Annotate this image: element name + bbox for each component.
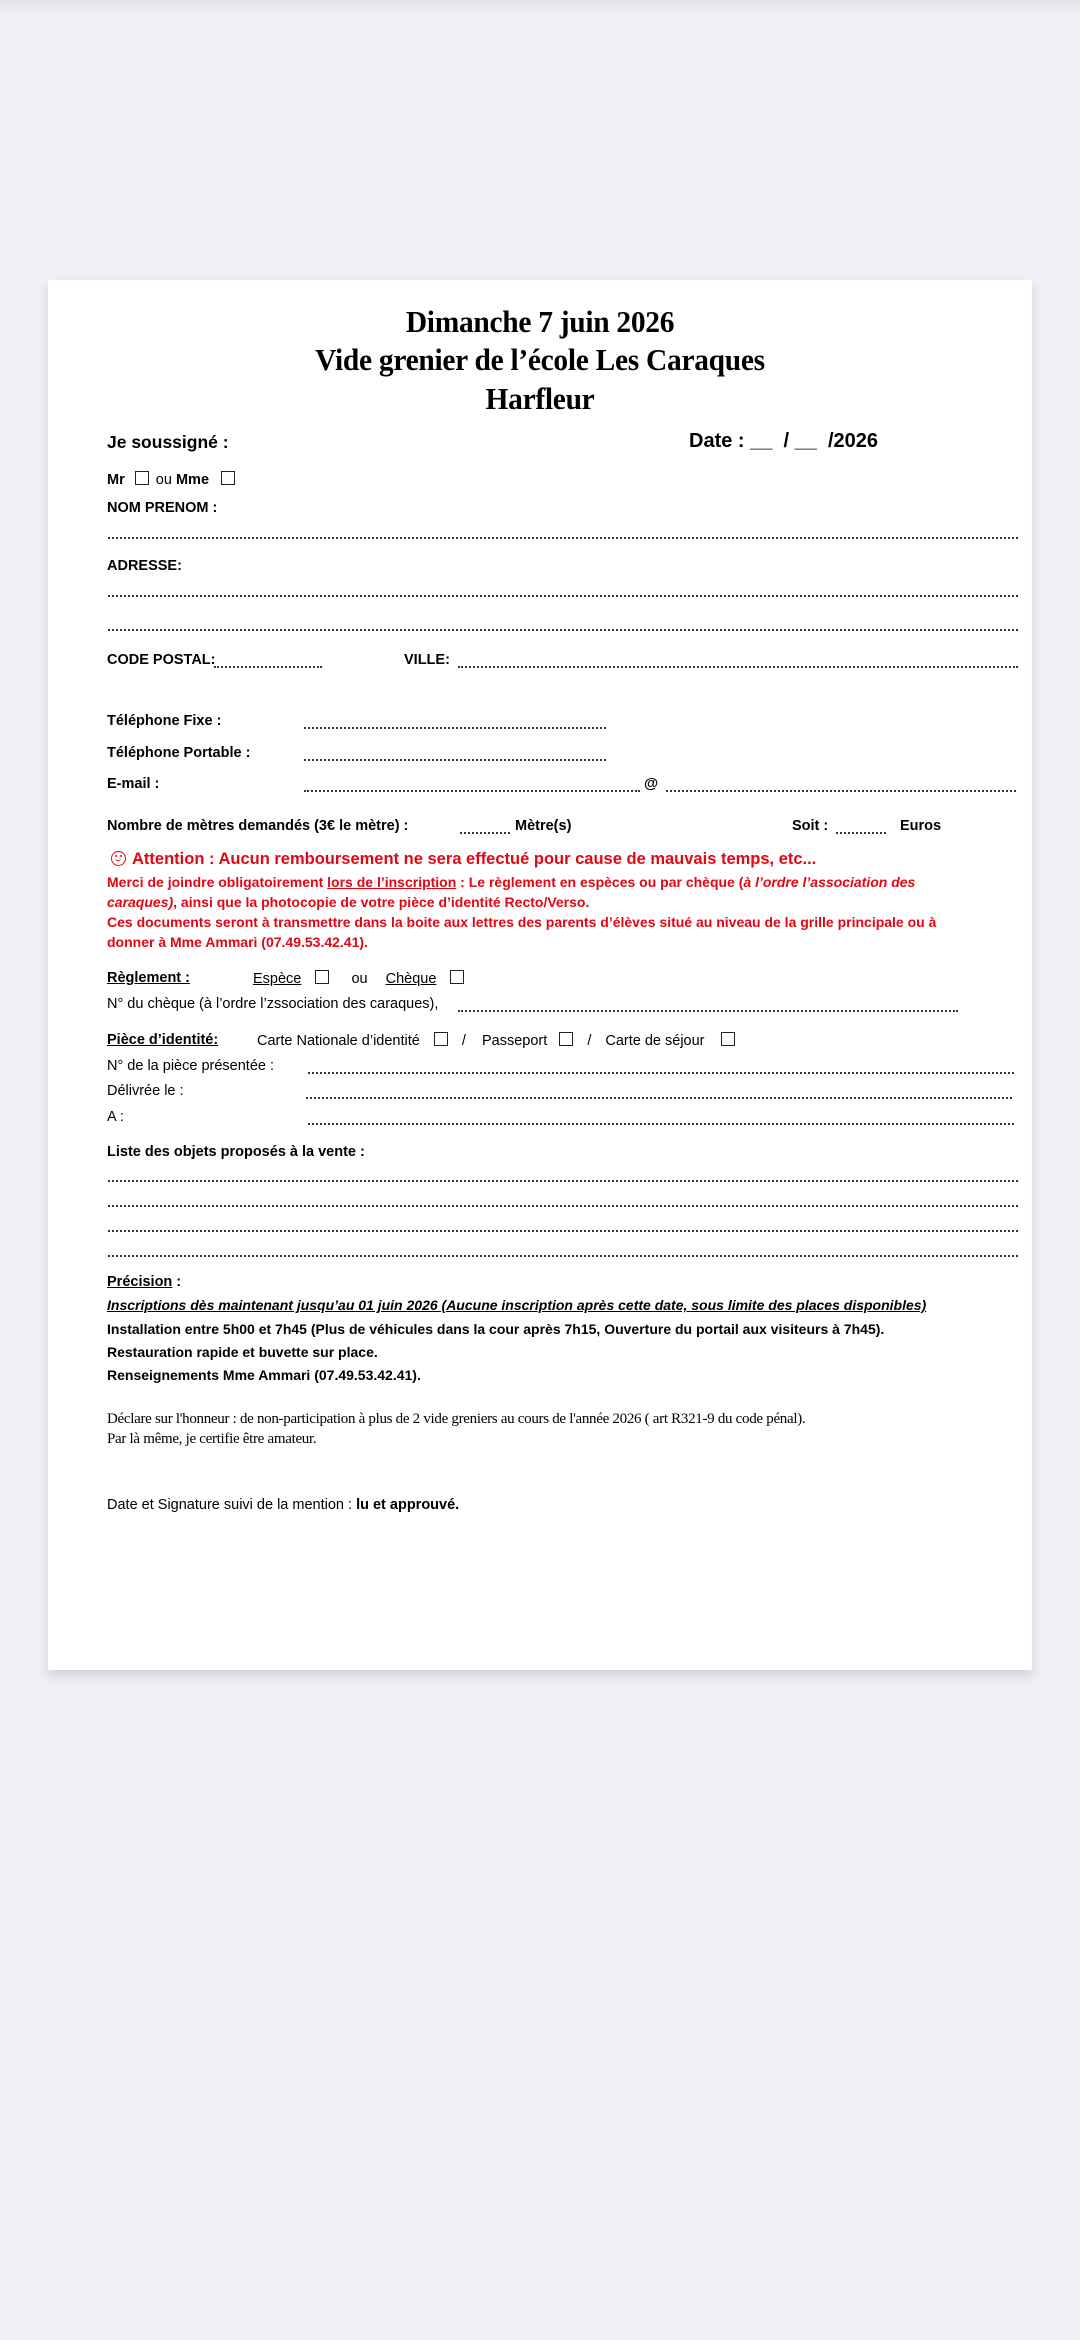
numero-field[interactable]: [308, 1072, 1014, 1074]
cheque-checkbox[interactable]: [450, 970, 464, 984]
attention-p1-line1: [107, 874, 915, 890]
tel-fixe-label: Téléphone Fixe :: [107, 713, 222, 729]
p1-c: , ainsi que la photocopie de votre pièce d’identité Recto/Verso.: [173, 894, 590, 910]
p1-b: : Le règlement en espèces ou par chèque (: [456, 874, 744, 890]
euros-field[interactable]: [836, 832, 886, 834]
attention-p1-line2: [107, 894, 589, 910]
date-value: __ / __ /2026: [750, 430, 879, 452]
document-page: [48, 280, 1032, 1670]
date-field[interactable]: [689, 430, 878, 453]
passeport-checkbox[interactable]: [559, 1032, 573, 1046]
cni-label: Carte Nationale d’identité: [257, 1033, 420, 1049]
liste-field-1[interactable]: [108, 1180, 1018, 1182]
adresse-field-2[interactable]: [108, 629, 1018, 631]
metres-unit: Mètre(s): [515, 818, 572, 834]
email-local-field[interactable]: [304, 790, 640, 792]
tel-portable-field[interactable]: [304, 759, 606, 761]
adresse-field-1[interactable]: [108, 595, 1018, 597]
declaration-line-2: Par là même, je certifie être amateur.: [107, 1431, 317, 1447]
a-label: A :: [107, 1109, 124, 1125]
espece-checkbox[interactable]: [315, 970, 329, 984]
cni-checkbox[interactable]: [434, 1032, 448, 1046]
civility-row: [107, 471, 235, 488]
tel-fixe-field[interactable]: [304, 727, 606, 729]
top-shade: [0, 0, 1080, 12]
delivree-field[interactable]: [306, 1097, 1012, 1099]
mr-checkbox[interactable]: [135, 471, 149, 485]
numero-label: N° de la pièce présentée :: [107, 1058, 275, 1074]
mme-checkbox[interactable]: [221, 471, 235, 485]
metres-label: Nombre de mètres demandés (3€ le mètre) :: [107, 818, 409, 834]
title-city: Harfleur: [485, 381, 595, 416]
email-label: E-mail :: [107, 776, 160, 792]
title-event: Vide grenier de l’école Les Caraques: [315, 342, 765, 377]
piece-options: [257, 1032, 735, 1049]
nom-prenom-label: NOM PRENOM :: [107, 500, 218, 516]
sejour-label: Carte de séjour: [605, 1033, 705, 1049]
mme-label: Mme: [175, 472, 210, 488]
email-domain-field[interactable]: [666, 790, 1016, 792]
precision-line-3: Restauration rapide et buvette sur place.: [107, 1344, 378, 1360]
delivree-label: Délivrée le :: [107, 1083, 184, 1099]
signature-text: Date et Signature suivi de la mention :: [107, 1497, 357, 1513]
cheque-number-label: N° du chèque (à l’ordre l’zssociation des caraques),: [107, 996, 439, 1012]
p1-italic-2: caraques): [107, 894, 174, 910]
attention-p2-line1: Ces documents seront à transmettre dans la boite aux lettres des parents d’élèves situé au niveau de la grille principale ou à: [107, 914, 937, 930]
declaration-line-1: Déclare sur l'honneur : de non-participation à plus de 2 vide greniers au cours de l'année 2026 ( art R321-9 du code pénal).: [107, 1411, 806, 1427]
attention-p2-line2: donner à Mme Ammari (07.49.53.42.41).: [107, 934, 368, 950]
precision-label: Précision: [107, 1274, 173, 1290]
p1-underline: lors de l’inscription: [327, 874, 457, 890]
metres-field[interactable]: [460, 832, 510, 834]
signature-mention: lu et approuvé.: [356, 1497, 460, 1513]
separator: /: [587, 1033, 592, 1049]
reglement-label: Règlement :: [107, 970, 190, 986]
or-label: ou: [351, 971, 368, 987]
espece-label: Espèce: [253, 971, 302, 987]
precision-line-2: Installation entre 5h00 et 7h45 (Plus de véhicules dans la cour après 7h15, Ouverture du portail aux visiteurs à 7h45).: [107, 1321, 885, 1337]
signature-line: [107, 1497, 459, 1513]
email-at: @: [644, 776, 659, 792]
ville-label: VILLE:: [404, 652, 450, 668]
reglement-row: [107, 970, 190, 986]
separator: /: [461, 1033, 466, 1049]
p1-italic-1: à l’ordre l’association des: [743, 874, 916, 890]
precision-heading: [107, 1274, 181, 1290]
piece-label: Pièce d’identité:: [107, 1032, 219, 1048]
liste-field-2[interactable]: [108, 1205, 1018, 1207]
or-label: ou: [155, 472, 172, 488]
cheque-label[interactable]: Chèque: [385, 971, 437, 987]
code-postal-label: CODE POSTAL:: [107, 652, 216, 668]
ville-field[interactable]: [458, 666, 1018, 668]
attention-text: Attention : Aucun remboursement ne sera effectué pour cause de mauvais temps, etc...: [132, 850, 817, 868]
euros-label: Euros: [900, 818, 942, 834]
liste-field-4[interactable]: [108, 1255, 1018, 1257]
precision-line-1: Inscriptions dès maintenant jusqu’au 01 juin 2026 (Aucune inscription après cette date, sous limite des places disponibles): [107, 1297, 927, 1313]
nom-prenom-field[interactable]: [108, 537, 1018, 539]
p1-a: Merci de joindre obligatoirement: [107, 874, 328, 890]
liste-label: Liste des objets proposés à la vente :: [107, 1144, 365, 1160]
soit-label: Soit :: [792, 818, 829, 834]
smiley-icon: [111, 851, 126, 866]
precision-colon: :: [172, 1274, 182, 1290]
code-postal-field[interactable]: [214, 666, 322, 668]
reglement-options: [253, 970, 464, 987]
sejour-checkbox[interactable]: [721, 1032, 735, 1046]
liste-field-3[interactable]: [108, 1230, 1018, 1232]
date-label: Date :: [689, 430, 745, 452]
title-date: Dimanche 7 juin 2026: [405, 304, 675, 339]
adresse-label: ADRESSE:: [107, 558, 182, 574]
cheque-number-field[interactable]: [458, 1010, 958, 1012]
passeport-label: Passeport: [481, 1033, 548, 1049]
tel-portable-label: Téléphone Portable :: [107, 745, 251, 761]
precision-line-4: Renseignements Mme Ammari (07.49.53.42.41).: [107, 1367, 421, 1383]
attention-headline: [111, 850, 816, 869]
soussigne-label: Je soussigné :: [107, 432, 229, 452]
mr-label: Mr: [107, 472, 125, 488]
a-field[interactable]: [308, 1123, 1014, 1125]
